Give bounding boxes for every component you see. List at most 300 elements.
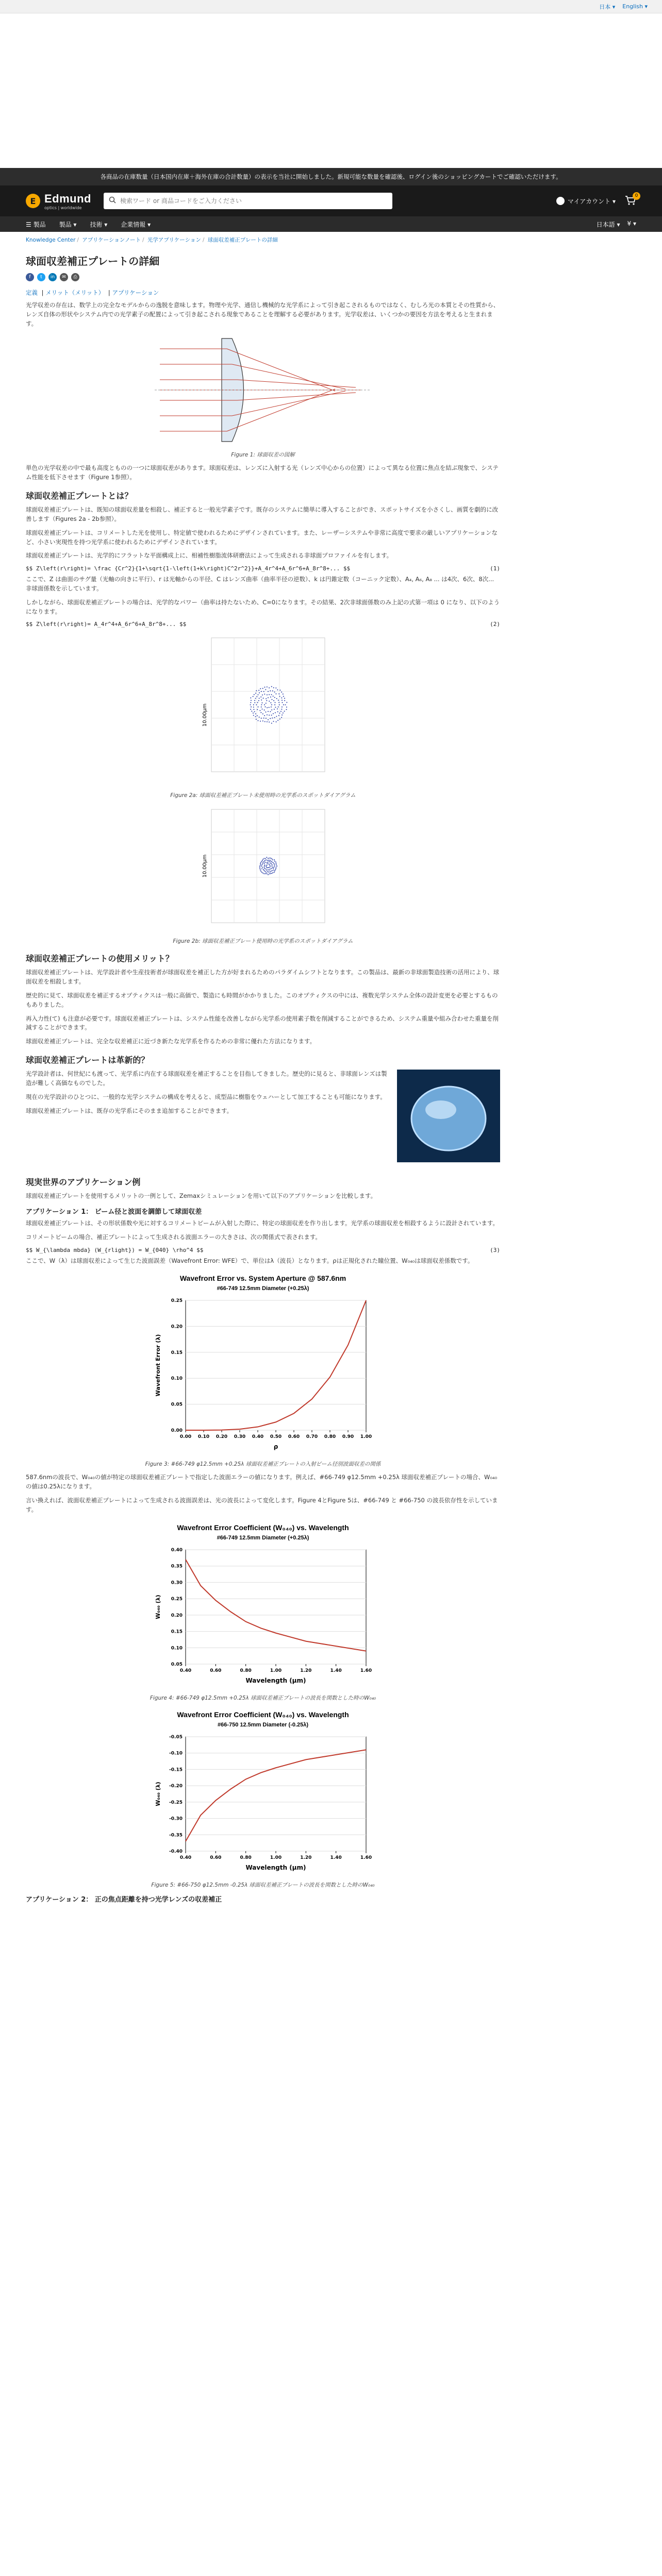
spot-point bbox=[274, 709, 275, 710]
spot-point bbox=[270, 697, 271, 698]
spot-point bbox=[277, 720, 278, 721]
breadcrumb: Knowledge Center / アプリケーションノート / 光学アプリケーション / 球面収差補正プレートの詳細 bbox=[26, 237, 278, 243]
spot-point bbox=[261, 861, 262, 862]
corrector-plate-photo bbox=[397, 1070, 500, 1164]
chart-title: Wavefront Error Coefficient (W₀₄₀) vs. Wavelength bbox=[177, 1710, 349, 1719]
figure-2a-caption: Figure 2a: 球面収差補正プレート未使用時の光学系のスポットダイアグラム bbox=[170, 792, 356, 799]
figure-5-caption: Figure 5: #66-750 φ12.5mm -0.25λ 球面収差補正プレートの波長を関数とした時のW₀₄₀ bbox=[151, 1882, 375, 1888]
heading-what: 球面収差補正プレートとは？ bbox=[26, 492, 133, 501]
nav-item-products[interactable]: 製品 ▾ bbox=[59, 221, 77, 228]
nav-currency[interactable]: ¥ ▾ bbox=[627, 219, 636, 227]
y-tick-label: 0.10 bbox=[171, 1376, 183, 1382]
x-tick-label: 0.40 bbox=[179, 1668, 192, 1673]
logo[interactable] bbox=[26, 192, 91, 210]
spot-point bbox=[261, 872, 262, 873]
spot-point bbox=[253, 713, 254, 714]
spot-point bbox=[255, 698, 256, 699]
article bbox=[0, 248, 526, 1904]
spot-point bbox=[268, 858, 269, 859]
spot-point bbox=[272, 872, 273, 873]
spot-point bbox=[268, 874, 269, 875]
spot-point bbox=[266, 869, 267, 870]
paragraph: 球面収差補正プレートは、コリメートした光を使用し、特定値で使われるためにデザインされています。また、レーザーシステムや非常に高度で要求の厳しいアプリケーションなど、小さい実現性を持つ光学系に使われるためにデザインされています。 bbox=[26, 529, 498, 546]
figure-2a bbox=[26, 633, 500, 799]
spot-point bbox=[283, 696, 284, 697]
spot-point bbox=[267, 687, 268, 688]
page-title: 球面収差補正プレートの詳細 bbox=[26, 256, 160, 267]
spot-point bbox=[260, 865, 261, 866]
x-tick-label: 0.80 bbox=[324, 1434, 336, 1440]
spot-point bbox=[272, 718, 273, 719]
y-tick-label: 0.00 bbox=[171, 1428, 183, 1434]
spot-point bbox=[262, 867, 263, 868]
spot-point bbox=[251, 707, 252, 708]
spot-point bbox=[259, 867, 260, 868]
spot-point bbox=[261, 700, 262, 701]
intro-paragraph: 光学収差の存在は、数学上の完全なモデルからの逸脱を意味します。物理や光学、通信し機械的な光学系によって引き起こされるものではなく、むしろ光の本質とその性質から、レンズ自体の形状やシステム内での光学素子の配置によって引き起こされる現象であることを理解する必要があります。光学収差は、いくつかの要因を方法を考えると生まれます。 bbox=[26, 301, 500, 327]
y-tick-label: 0.25 bbox=[171, 1596, 183, 1602]
spot-point bbox=[259, 710, 260, 711]
spot-point bbox=[270, 873, 271, 874]
spot-point bbox=[266, 703, 267, 704]
y-tick-label: 0.05 bbox=[171, 1402, 183, 1408]
spot-point bbox=[261, 869, 262, 870]
equation-2: $$ Z\left(r\right)= A_4r^4+A_6r^6+A_8r^8+... $$ (2) bbox=[26, 621, 500, 628]
figure-4 bbox=[26, 1520, 500, 1702]
spot-point bbox=[277, 689, 278, 690]
spot-point bbox=[273, 868, 274, 869]
spot-point bbox=[286, 707, 287, 708]
spot-point bbox=[264, 687, 265, 688]
spot-point bbox=[258, 700, 259, 701]
x-tick-label: 0.70 bbox=[306, 1434, 318, 1440]
spot-point bbox=[266, 699, 267, 700]
spot-point bbox=[283, 693, 284, 694]
spot-point bbox=[264, 868, 265, 869]
spot-point bbox=[261, 703, 262, 704]
spot-point bbox=[254, 700, 255, 701]
spot-point bbox=[260, 862, 261, 863]
paragraph: 球面収差補正プレートは、既存の光学系にそのまま追加することができます。 bbox=[26, 1107, 233, 1114]
spot-point bbox=[265, 706, 266, 707]
figure-1 bbox=[26, 333, 500, 459]
spot-point bbox=[279, 690, 280, 691]
spot-point bbox=[258, 694, 259, 696]
spot-point bbox=[253, 709, 254, 710]
spot-point bbox=[261, 866, 262, 867]
spherical-aberration-diagram bbox=[155, 333, 371, 447]
spot-point bbox=[271, 686, 272, 687]
spot-point bbox=[280, 711, 282, 712]
spot-point bbox=[286, 709, 287, 710]
spot-point bbox=[282, 715, 283, 716]
spot-point bbox=[267, 865, 268, 866]
spot-point bbox=[284, 711, 285, 712]
spot-point bbox=[283, 704, 284, 705]
spot-point bbox=[266, 860, 267, 861]
y-tick-label: 0.35 bbox=[171, 1564, 183, 1569]
spot-point bbox=[281, 692, 282, 693]
spot-point bbox=[274, 871, 275, 872]
spot-point bbox=[274, 692, 275, 693]
spot-scale-label: 10.00μm bbox=[202, 855, 208, 878]
spot-point bbox=[269, 874, 270, 875]
spot-point bbox=[270, 863, 271, 864]
spot-point bbox=[269, 688, 270, 689]
spot-point bbox=[263, 698, 264, 699]
spot-point bbox=[269, 707, 270, 708]
chart-subtitle: #66-749 12.5mm Diameter (+0.25λ) bbox=[217, 1285, 309, 1292]
spot-point bbox=[259, 866, 260, 867]
spot-point bbox=[273, 870, 274, 871]
spot-point bbox=[264, 866, 265, 867]
tab-merits[interactable]: メリット（メリット） bbox=[45, 289, 105, 296]
paragraph: 球面収差補正プレートは、光学設計者や生産技術者が球面収差を補正した方が好まれるためのパラダイムシフトとなります。この製品は、最新の非球面製造技術の活用により、球面収差を相殺します。 bbox=[26, 969, 500, 986]
spot-point bbox=[270, 702, 271, 703]
spot-point bbox=[258, 720, 259, 721]
spot-point bbox=[271, 707, 272, 708]
spot-point bbox=[272, 859, 273, 860]
spot-point bbox=[254, 694, 255, 696]
share-bar bbox=[26, 273, 500, 281]
spot-point bbox=[271, 704, 272, 705]
x-axis-label: Wavelength (μm) bbox=[245, 1676, 306, 1684]
spot-point bbox=[271, 694, 272, 696]
x-tick-label: 1.60 bbox=[360, 1855, 372, 1860]
spot-point bbox=[275, 702, 276, 703]
spot-point bbox=[275, 713, 276, 714]
spot-point bbox=[265, 858, 266, 859]
spot-point bbox=[281, 709, 282, 710]
spot-point bbox=[269, 722, 270, 723]
spot-point bbox=[268, 862, 269, 863]
spot-point bbox=[260, 713, 261, 714]
paragraph: 再入力性(て) も注意が必要です。球面収差補正プレートは、システム性能を改善しながら光学系の使用素子数を削減することができるため、システム重量や組み合わせた重量を削減することができます。 bbox=[26, 1014, 499, 1031]
breadcrumb-item[interactable]: Knowledge Center bbox=[26, 237, 76, 243]
x-tick-label: 0.50 bbox=[270, 1434, 282, 1440]
spot-point bbox=[260, 870, 261, 871]
heading-merit: 球面収差補正プレートの使用メリット？ bbox=[26, 955, 174, 964]
heading-app1: アプリケーション 1： ビーム径と波面を調節して球面収差 bbox=[26, 1208, 202, 1216]
tab-definition[interactable]: 定義 bbox=[26, 289, 38, 296]
linkedin-icon[interactable]: in bbox=[48, 273, 57, 281]
spot-point bbox=[258, 690, 259, 691]
spot-point bbox=[267, 863, 268, 865]
y-axis-label: W₀₄₀ (λ) bbox=[155, 1781, 161, 1806]
figure-5 bbox=[26, 1707, 500, 1889]
x-tick-label: 0.80 bbox=[240, 1855, 252, 1860]
spot-point bbox=[275, 863, 276, 864]
x-tick-label: 0.60 bbox=[288, 1434, 300, 1440]
y-tick-label: -0.05 bbox=[169, 1734, 183, 1740]
spot-point bbox=[263, 858, 264, 859]
spot-point bbox=[266, 718, 267, 719]
spot-point bbox=[273, 700, 274, 701]
breadcrumb-current: 球面収差補正プレートの詳細 bbox=[207, 237, 278, 243]
spot-point bbox=[269, 870, 270, 871]
spot-point bbox=[267, 873, 268, 874]
spot-point bbox=[256, 697, 257, 698]
x-tick-label: 0.10 bbox=[197, 1434, 210, 1440]
y-tick-label: -0.20 bbox=[169, 1783, 183, 1789]
spot-point bbox=[281, 698, 282, 699]
paragraph: 球面収差補正プレートは、既知の球面収差量を相殺し、補正すると一般光学素子です。既存のシステムに簡単に導入することができ、スポットサイズを小さくし、画質を劇的に改善します（Figures 2a - 2b参照）。 bbox=[26, 506, 499, 522]
spot-point bbox=[263, 718, 264, 719]
y-tick-label: 0.20 bbox=[171, 1324, 183, 1330]
spot-point bbox=[264, 704, 265, 705]
spot-point bbox=[259, 717, 260, 718]
spot-point bbox=[277, 708, 278, 709]
spot-point bbox=[270, 858, 271, 859]
spot-point bbox=[274, 717, 275, 718]
spot-point bbox=[275, 707, 276, 708]
spot-point bbox=[274, 861, 275, 862]
spot-point bbox=[262, 721, 263, 722]
spot-point bbox=[275, 693, 276, 694]
spot-point bbox=[265, 711, 266, 713]
x-tick-label: 0.40 bbox=[179, 1855, 192, 1860]
spot-point bbox=[268, 870, 269, 871]
cart-button[interactable] bbox=[625, 195, 636, 207]
spot-point bbox=[266, 866, 267, 867]
spot-point bbox=[274, 697, 275, 698]
spot-point bbox=[262, 859, 263, 860]
spot-point bbox=[274, 872, 275, 873]
x-tick-label: 1.00 bbox=[270, 1855, 282, 1860]
x-tick-label: 0.90 bbox=[342, 1434, 354, 1440]
spot-point bbox=[261, 691, 262, 692]
spot-point bbox=[286, 702, 287, 703]
spot-point bbox=[275, 868, 276, 869]
y-tick-label: -0.25 bbox=[169, 1800, 183, 1805]
spot-point bbox=[260, 863, 261, 865]
spot-point bbox=[266, 872, 267, 873]
spot-point bbox=[261, 865, 262, 866]
paragraph: コリメートビームの場合、補正プレートによって生成される波面エラーの大きさは、次の関係式で表されます。 bbox=[26, 1233, 321, 1241]
language-select[interactable]: English ▾ bbox=[622, 3, 648, 10]
spot-point bbox=[273, 867, 274, 868]
search-icon[interactable] bbox=[109, 196, 116, 206]
spot-point bbox=[270, 690, 271, 691]
spot-point bbox=[265, 862, 266, 863]
spot-point bbox=[275, 867, 276, 868]
paragraph: しかしながら、球面収差補正プレートの場合は、光学的なパワー（曲率は持たないため、C=0になります。その結果、2次非球面係数のみ上記の式第一項は 0 になり、以下のようになります。 bbox=[26, 598, 500, 615]
breadcrumb-item[interactable]: 光学アプリケーション bbox=[147, 237, 201, 243]
figure-3-caption: Figure 3: #66-749 φ12.5mm +0.25λ 球面収差補正プレートの入射ビーム径別波面収差の関係 bbox=[145, 1461, 381, 1468]
nav-item-technology[interactable]: 技術 ▾ bbox=[90, 221, 108, 228]
spot-point bbox=[273, 862, 274, 863]
spot-point bbox=[268, 691, 269, 692]
spot-point bbox=[271, 861, 272, 862]
spot-point bbox=[255, 693, 256, 694]
nav-item-company[interactable]: 企業情報 ▾ bbox=[121, 221, 151, 228]
spot-point bbox=[250, 698, 251, 699]
spot-point bbox=[274, 704, 275, 705]
spot-point bbox=[279, 719, 280, 720]
spot-point bbox=[276, 866, 277, 867]
y-tick-label: -0.35 bbox=[169, 1832, 183, 1838]
spot-point bbox=[273, 863, 274, 864]
paragraph: 球面収差補正プレートは、光学的にフラットな平面構成上に、相補性樹脂流体研磨法によって生成される非球面プロファイルを有します。 bbox=[26, 552, 393, 560]
spot-point bbox=[254, 702, 255, 703]
spot-point bbox=[272, 865, 273, 866]
spot-point bbox=[264, 860, 266, 861]
spot-point bbox=[267, 707, 268, 708]
spot-point bbox=[254, 711, 255, 713]
spot-point bbox=[277, 711, 278, 713]
spot-point bbox=[267, 871, 268, 872]
breadcrumb-item[interactable]: アプリケーションノート bbox=[82, 237, 141, 243]
spot-point bbox=[251, 700, 252, 701]
spot-point bbox=[260, 688, 261, 689]
x-tick-label: 0.20 bbox=[216, 1434, 228, 1440]
account-menu[interactable] bbox=[556, 197, 616, 206]
y-tick-label: 0.30 bbox=[171, 1580, 183, 1585]
spot-point bbox=[253, 704, 254, 705]
spot-point bbox=[271, 873, 272, 874]
spot-point bbox=[271, 866, 272, 867]
spot-point bbox=[268, 872, 269, 873]
spot-point bbox=[262, 862, 263, 863]
region-select[interactable]: 日本 ▾ bbox=[599, 3, 616, 10]
x-tick-label: 0.00 bbox=[179, 1434, 192, 1440]
spot-point bbox=[278, 693, 279, 694]
spot-point bbox=[255, 714, 256, 715]
spot-point bbox=[271, 858, 272, 859]
spot-point bbox=[257, 702, 258, 703]
spot-point bbox=[279, 704, 280, 705]
y-tick-label: 0.15 bbox=[171, 1629, 183, 1635]
plot-area bbox=[186, 1300, 366, 1430]
chart-title: Wavefront Error Coefficient (W₀₄₀) vs. Wavelength bbox=[177, 1523, 349, 1532]
spot-point bbox=[273, 714, 274, 715]
spot-point bbox=[255, 716, 256, 717]
spot-point bbox=[253, 696, 254, 697]
chart-wavefront-vs-aperture bbox=[150, 1270, 376, 1456]
spot-point bbox=[258, 707, 259, 708]
logo-text: Edmund bbox=[44, 192, 91, 205]
spot-point bbox=[269, 715, 270, 716]
spot-point bbox=[263, 691, 264, 692]
spot-point bbox=[267, 868, 268, 869]
spot-point bbox=[267, 694, 268, 696]
x-tick-label: 1.60 bbox=[360, 1668, 372, 1673]
spot-point bbox=[274, 866, 275, 867]
spot-point bbox=[269, 867, 270, 868]
spot-point bbox=[262, 694, 263, 696]
spot-point bbox=[276, 716, 277, 717]
y-axis-label: W₀₄₀ (λ) bbox=[155, 1594, 161, 1619]
print-icon[interactable]: ⎙ bbox=[71, 273, 79, 281]
spot-point bbox=[267, 721, 268, 722]
twitter-icon[interactable]: t bbox=[37, 273, 45, 281]
y-tick-label: 0.20 bbox=[171, 1613, 183, 1618]
y-tick-label: 0.40 bbox=[171, 1547, 183, 1553]
spot-point bbox=[285, 704, 286, 705]
spot-point bbox=[282, 707, 283, 708]
tab-applications[interactable]: アプリケーション bbox=[112, 289, 159, 296]
y-tick-label: -0.15 bbox=[169, 1767, 183, 1772]
spot-point bbox=[265, 689, 266, 690]
spot-point bbox=[275, 870, 276, 871]
spot-point bbox=[263, 867, 264, 868]
spot-point bbox=[276, 865, 277, 866]
spot-point bbox=[272, 867, 273, 868]
spot-point bbox=[270, 718, 271, 719]
x-tick-label: 0.30 bbox=[234, 1434, 246, 1440]
paragraph: 球面収差補正プレートは、その形状係数や光に対するコリメートビームが入射した際に、特定の球面収差を作り出します。光学系の球面収差を相殺するように設計されています。 bbox=[26, 1219, 499, 1227]
spot-point bbox=[271, 709, 272, 710]
inventory-notice: 各商品の在庫数量（日本国内在庫＋海外在庫の合計数量）の表示を当社に開始しました。新規可能な数量を確認後、ログイン後のショッピングカートでご確認いただけます。 bbox=[0, 168, 662, 185]
spot-point bbox=[265, 873, 266, 874]
heading-app2: アプリケーション 2： 正の焦点距離を持つ光学レンズの収差補正 bbox=[26, 1895, 222, 1904]
spot-point bbox=[264, 863, 265, 864]
spot-point bbox=[266, 870, 267, 871]
chart-w040-vs-wavelength-750 bbox=[150, 1707, 376, 1877]
spot-point bbox=[279, 696, 280, 697]
spot-point bbox=[273, 696, 274, 697]
nav-language[interactable]: 日本語 ▾ bbox=[596, 221, 620, 228]
spot-point bbox=[267, 862, 268, 863]
user-icon bbox=[556, 197, 565, 205]
spot-point bbox=[266, 857, 267, 858]
spot-point bbox=[256, 719, 257, 720]
paragraph: ここで、W（λ）は球面収差によって生じた波面誤差（Wavefront Error: WFE）で、単位はλ（波長）となります。ρは正規化された瞳位置、W₀₄₀は球面収差係数です。 bbox=[26, 1257, 474, 1264]
nav-item-menu[interactable]: ☰ 製品 bbox=[26, 221, 46, 228]
spot-point bbox=[274, 859, 275, 860]
search-bar bbox=[104, 193, 392, 209]
paragraph: 言い換えれば、波面収差補正プレートによって生成される波面誤差は、光の波長によって変化します。Figure 4とFigure 5は、#66-749 と #66-750 の波長依存性を示しています。 bbox=[26, 1496, 498, 1513]
facebook-icon[interactable]: f bbox=[26, 273, 34, 281]
spot-point bbox=[263, 870, 264, 871]
spot-point bbox=[269, 865, 270, 866]
spot-point bbox=[273, 721, 274, 722]
spot-point bbox=[262, 714, 263, 715]
chart-subtitle: #66-750 12.5mm Diameter (-0.25λ) bbox=[217, 1721, 309, 1728]
spot-point bbox=[278, 707, 279, 708]
spot-point bbox=[253, 715, 254, 716]
email-icon[interactable]: ✉ bbox=[60, 273, 68, 281]
paragraph: 球面収差補正プレートを使用するメリットの一例として、Zemaxシミュレーションを用いて以下のアプリケーションを比較します。 bbox=[26, 1192, 377, 1200]
spot-point bbox=[268, 711, 269, 712]
spot-point bbox=[278, 715, 279, 716]
spot-point bbox=[271, 861, 272, 862]
spot-point bbox=[263, 869, 264, 870]
spot-point bbox=[269, 701, 270, 702]
spot-point bbox=[272, 690, 273, 691]
search-input[interactable] bbox=[120, 197, 387, 205]
y-tick-label: -0.40 bbox=[169, 1849, 183, 1854]
spot-point bbox=[266, 867, 267, 868]
spot-point bbox=[267, 715, 268, 716]
spot-point bbox=[283, 713, 284, 714]
chart-title: Wavefront Error vs. System Aperture @ 587.6nm bbox=[179, 1274, 346, 1283]
spot-point bbox=[257, 709, 258, 710]
spot-point bbox=[270, 860, 271, 861]
spot-point bbox=[266, 700, 267, 701]
spot-point bbox=[250, 704, 251, 705]
x-tick-label: 1.20 bbox=[300, 1855, 312, 1860]
spot-point bbox=[274, 865, 275, 866]
x-tick-label: 1.20 bbox=[300, 1668, 312, 1673]
paragraph: 単色の光学収差の中で最も高度とものの一つに球面収差があります。球面収差は、レンズに入射する光（レンズ中心からの位置）によって異なる位置に焦点を結ぶ現象で、システム性能を低下させます（Figure 1参照）。 bbox=[26, 464, 499, 481]
equation-3: $$ W_{\lambda mbda} (W_{rlight}) = W_{040} \rho^4 $$ (3) bbox=[26, 1246, 500, 1253]
spot-point bbox=[271, 868, 272, 869]
equation-1: $$ Z\left(r\right)= \frac {Cr^2}{1+\sqrt{1-\left(1+k\right)C^2r^2}}+A_4r^4+A_6r^6+A_8r^8+... $$ (1) bbox=[26, 565, 500, 572]
spot-point bbox=[282, 702, 283, 703]
spot-point bbox=[250, 702, 251, 703]
spot-point bbox=[260, 871, 261, 872]
